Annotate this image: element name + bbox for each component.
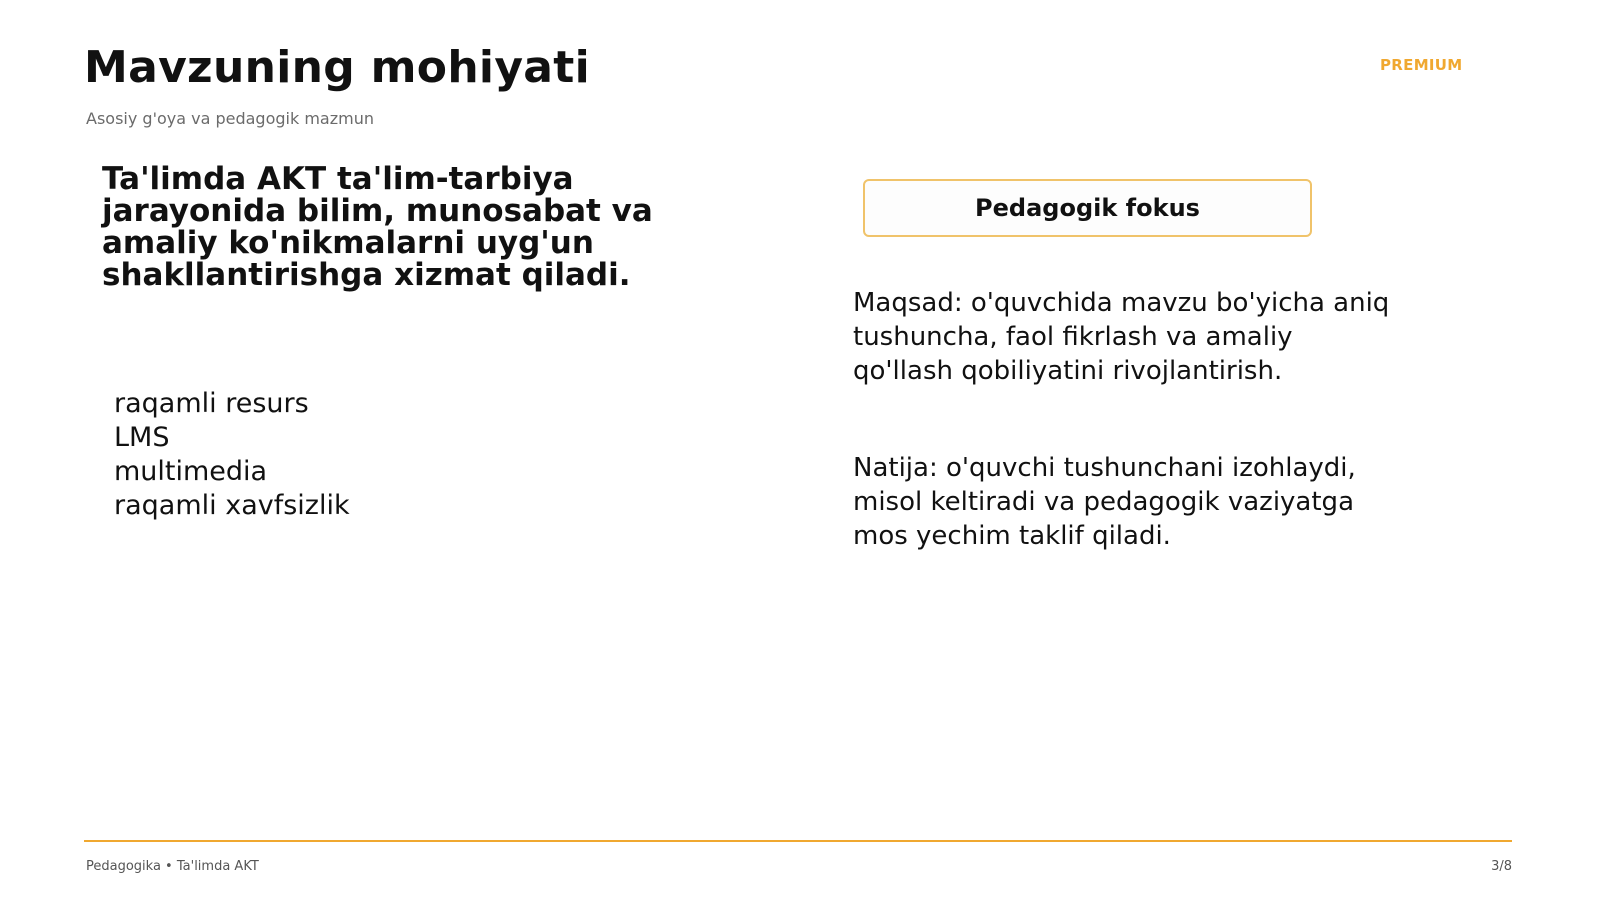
pedagogical-focus-box <box>863 179 1312 237</box>
page-subtitle: Asosiy g'oya va pedagogik mazmun <box>86 109 374 128</box>
lead-statement: Ta'limda AKT ta'lim-tarbiya jarayonida bilim, munosabat va amaliy ko'nikmalarni uyg'un shakllantirishga xizmat qiladi. <box>102 161 653 293</box>
footer-divider <box>84 840 1512 842</box>
keyword-item: multimedia <box>114 456 268 487</box>
keyword-item: raqamli resurs <box>114 388 309 419</box>
pedagogical-focus-label: Pedagogik fokus <box>975 194 1200 222</box>
result-paragraph: Natija: o'quvchi tushunchani izohlaydi, misol keltiradi va pedagogik vaziyatga mos yechim taklif qiladi. <box>853 453 1356 551</box>
goal-paragraph: Maqsad: o'quvchida mavzu bo'yicha aniq tushuncha, faol fikrlash va amaliy qo'llash qobiliyatini rivojlantirish. <box>853 288 1390 386</box>
keyword-list <box>114 387 350 523</box>
footer-course-label: Pedagogika • Ta'limda AKT <box>86 859 259 874</box>
premium-badge: PREMIUM <box>1380 56 1463 74</box>
page-title: Mavzuning mohiyati <box>84 42 591 93</box>
page-number: 3/8 <box>1491 859 1512 874</box>
keyword-item: LMS <box>114 422 170 453</box>
keyword-item: raqamli xavfsizlik <box>114 490 350 521</box>
